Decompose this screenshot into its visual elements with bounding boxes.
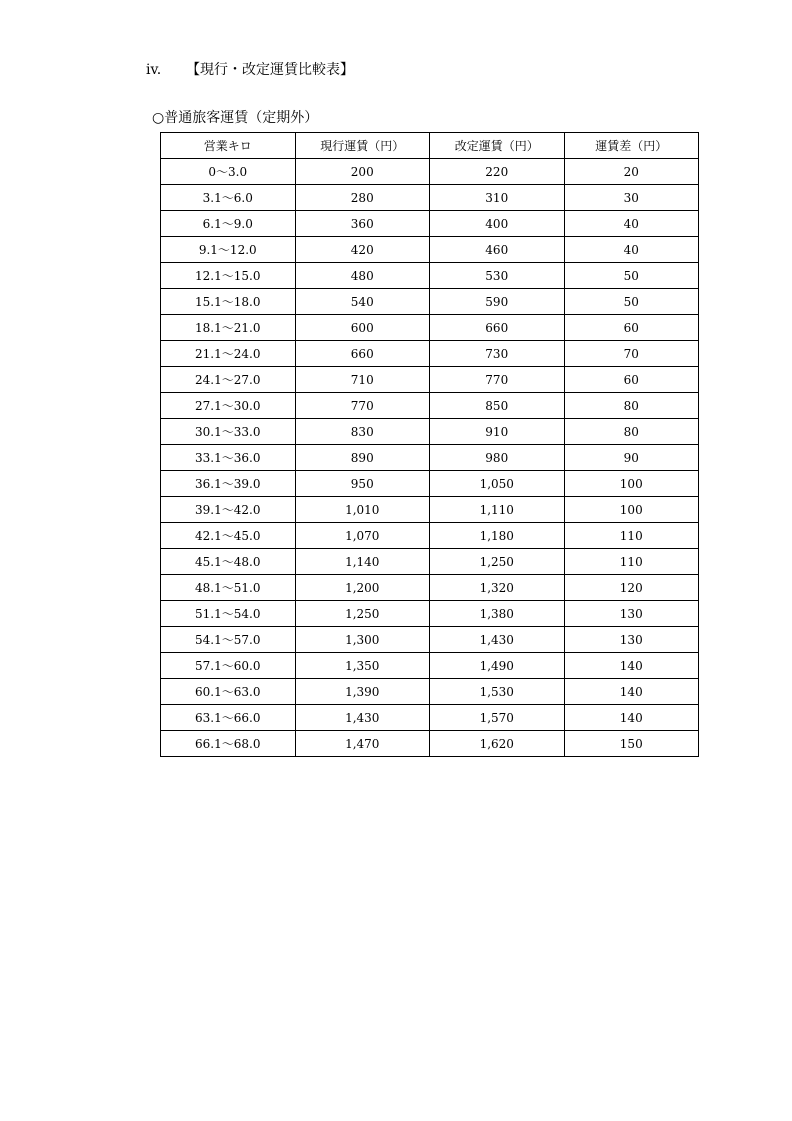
- cell-fare-difference: 130: [564, 627, 699, 653]
- cell-current-fare: 890: [295, 445, 430, 471]
- table-row: [161, 289, 699, 315]
- cell-current-fare: 420: [295, 237, 430, 263]
- cell-distance: 18.1～21.0: [161, 315, 296, 341]
- cell-distance: 39.1～42.0: [161, 497, 296, 523]
- header-fare-difference: 運賃差（円）: [564, 133, 699, 159]
- cell-fare-difference: 50: [564, 263, 699, 289]
- cell-fare-difference: 50: [564, 289, 699, 315]
- table-row: [161, 393, 699, 419]
- cell-fare-difference: 30: [564, 185, 699, 211]
- table-row: [161, 523, 699, 549]
- table-row: [161, 185, 699, 211]
- table-row: [161, 315, 699, 341]
- cell-revised-fare: 1,570: [430, 705, 565, 731]
- table-row: [161, 237, 699, 263]
- cell-distance: 30.1～33.0: [161, 419, 296, 445]
- cell-distance: 48.1～51.0: [161, 575, 296, 601]
- section-heading: [146, 61, 354, 79]
- cell-current-fare: 1,250: [295, 601, 430, 627]
- cell-current-fare: 540: [295, 289, 430, 315]
- table-row: [161, 341, 699, 367]
- cell-revised-fare: 400: [430, 211, 565, 237]
- cell-distance: 0～3.0: [161, 159, 296, 185]
- cell-fare-difference: 110: [564, 549, 699, 575]
- table-row: [161, 419, 699, 445]
- section-title: 【現行・改定運賃比較表】: [186, 62, 354, 78]
- cell-current-fare: 770: [295, 393, 430, 419]
- cell-current-fare: 200: [295, 159, 430, 185]
- table-row: [161, 159, 699, 185]
- cell-revised-fare: 530: [430, 263, 565, 289]
- table-row: [161, 211, 699, 237]
- table-row: [161, 549, 699, 575]
- cell-revised-fare: 590: [430, 289, 565, 315]
- cell-fare-difference: 110: [564, 523, 699, 549]
- fare-comparison-table: [160, 132, 699, 757]
- cell-current-fare: 1,470: [295, 731, 430, 757]
- table-row: [161, 445, 699, 471]
- cell-distance: 45.1～48.0: [161, 549, 296, 575]
- cell-fare-difference: 70: [564, 341, 699, 367]
- cell-revised-fare: 1,620: [430, 731, 565, 757]
- cell-current-fare: 1,390: [295, 679, 430, 705]
- cell-current-fare: 1,200: [295, 575, 430, 601]
- cell-distance: 12.1～15.0: [161, 263, 296, 289]
- cell-distance: 63.1～66.0: [161, 705, 296, 731]
- cell-revised-fare: 730: [430, 341, 565, 367]
- cell-fare-difference: 60: [564, 315, 699, 341]
- cell-revised-fare: 1,490: [430, 653, 565, 679]
- cell-fare-difference: 40: [564, 211, 699, 237]
- cell-fare-difference: 90: [564, 445, 699, 471]
- cell-revised-fare: 850: [430, 393, 565, 419]
- cell-current-fare: 1,430: [295, 705, 430, 731]
- cell-current-fare: 660: [295, 341, 430, 367]
- cell-distance: 3.1～6.0: [161, 185, 296, 211]
- cell-distance: 6.1～9.0: [161, 211, 296, 237]
- cell-fare-difference: 100: [564, 497, 699, 523]
- cell-distance: 36.1～39.0: [161, 471, 296, 497]
- cell-revised-fare: 660: [430, 315, 565, 341]
- cell-current-fare: 1,070: [295, 523, 430, 549]
- cell-distance: 60.1～63.0: [161, 679, 296, 705]
- cell-fare-difference: 140: [564, 653, 699, 679]
- table-row: [161, 471, 699, 497]
- cell-revised-fare: 910: [430, 419, 565, 445]
- cell-fare-difference: 130: [564, 601, 699, 627]
- cell-revised-fare: 1,320: [430, 575, 565, 601]
- cell-revised-fare: 1,380: [430, 601, 565, 627]
- cell-distance: 54.1～57.0: [161, 627, 296, 653]
- table-row: [161, 601, 699, 627]
- cell-current-fare: 360: [295, 211, 430, 237]
- cell-distance: 27.1～30.0: [161, 393, 296, 419]
- table-row: [161, 627, 699, 653]
- cell-fare-difference: 80: [564, 419, 699, 445]
- cell-distance: 42.1～45.0: [161, 523, 296, 549]
- cell-distance: 57.1～60.0: [161, 653, 296, 679]
- cell-fare-difference: 140: [564, 679, 699, 705]
- cell-fare-difference: 60: [564, 367, 699, 393]
- header-current-fare: 現行運賃（円）: [295, 133, 430, 159]
- cell-fare-difference: 100: [564, 471, 699, 497]
- header-revised-fare: 改定運賃（円）: [430, 133, 565, 159]
- cell-revised-fare: 460: [430, 237, 565, 263]
- cell-fare-difference: 40: [564, 237, 699, 263]
- cell-current-fare: 1,140: [295, 549, 430, 575]
- cell-distance: 33.1～36.0: [161, 445, 296, 471]
- cell-distance: 24.1～27.0: [161, 367, 296, 393]
- cell-revised-fare: 310: [430, 185, 565, 211]
- cell-fare-difference: 140: [564, 705, 699, 731]
- cell-current-fare: 950: [295, 471, 430, 497]
- cell-distance: 66.1～68.0: [161, 731, 296, 757]
- cell-fare-difference: 20: [564, 159, 699, 185]
- table-row: [161, 367, 699, 393]
- cell-fare-difference: 150: [564, 731, 699, 757]
- table-row: [161, 497, 699, 523]
- table-row: [161, 263, 699, 289]
- table-header-row: [161, 133, 699, 159]
- table-row: [161, 679, 699, 705]
- cell-revised-fare: 1,050: [430, 471, 565, 497]
- cell-current-fare: 1,350: [295, 653, 430, 679]
- cell-distance: 9.1～12.0: [161, 237, 296, 263]
- cell-distance: 15.1～18.0: [161, 289, 296, 315]
- cell-revised-fare: 1,110: [430, 497, 565, 523]
- cell-revised-fare: 980: [430, 445, 565, 471]
- cell-distance: 21.1～24.0: [161, 341, 296, 367]
- cell-revised-fare: 770: [430, 367, 565, 393]
- cell-revised-fare: 1,430: [430, 627, 565, 653]
- cell-revised-fare: 220: [430, 159, 565, 185]
- cell-current-fare: 1,010: [295, 497, 430, 523]
- table-row: [161, 731, 699, 757]
- table-body: [161, 159, 699, 757]
- cell-current-fare: 480: [295, 263, 430, 289]
- cell-fare-difference: 120: [564, 575, 699, 601]
- table-row: [161, 653, 699, 679]
- table-row: [161, 575, 699, 601]
- cell-fare-difference: 80: [564, 393, 699, 419]
- table-row: [161, 705, 699, 731]
- cell-current-fare: 280: [295, 185, 430, 211]
- cell-current-fare: 830: [295, 419, 430, 445]
- section-number: iv.: [146, 62, 162, 78]
- cell-current-fare: 1,300: [295, 627, 430, 653]
- cell-revised-fare: 1,250: [430, 549, 565, 575]
- table-caption: ○普通旅客運賃（定期外）: [152, 110, 319, 126]
- header-distance: 営業キロ: [161, 133, 296, 159]
- cell-current-fare: 600: [295, 315, 430, 341]
- cell-distance: 51.1～54.0: [161, 601, 296, 627]
- cell-current-fare: 710: [295, 367, 430, 393]
- cell-revised-fare: 1,530: [430, 679, 565, 705]
- cell-revised-fare: 1,180: [430, 523, 565, 549]
